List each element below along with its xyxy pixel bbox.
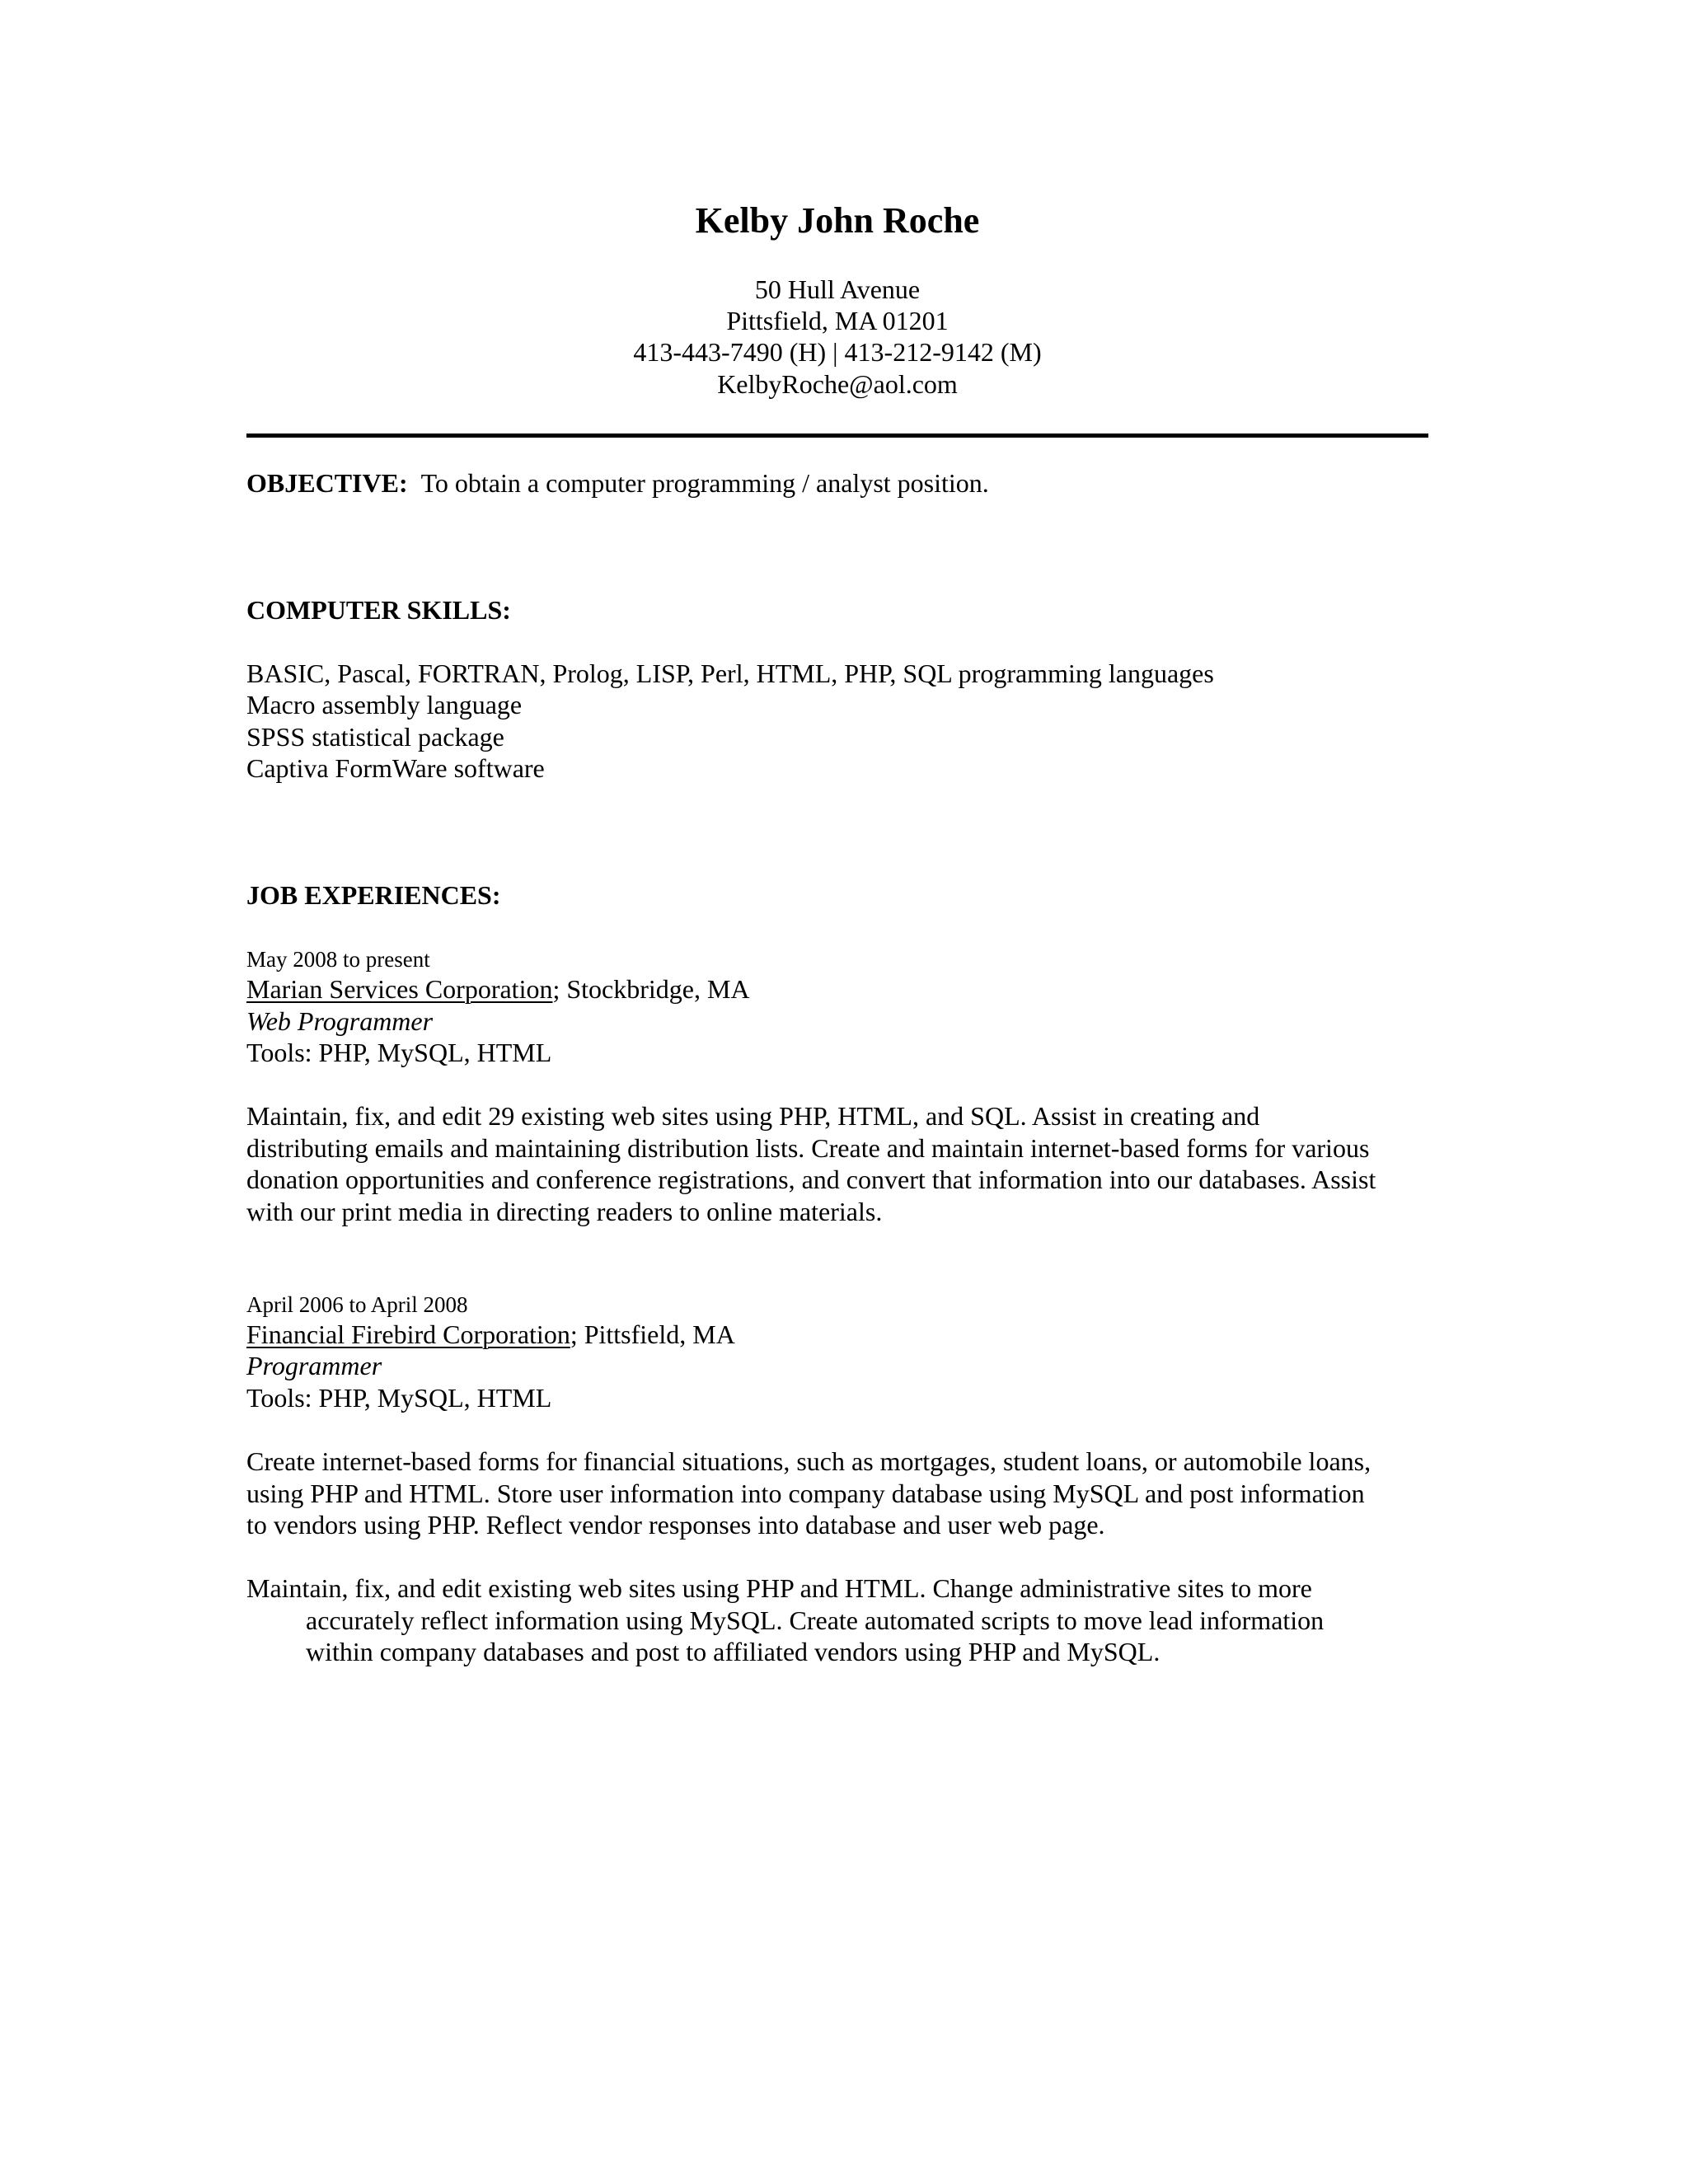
experience-heading: JOB EXPERIENCES: [246, 880, 501, 910]
job-title: Web Programmer [246, 1006, 434, 1036]
skill-item: BASIC, Pascal, FORTRAN, Prolog, LISP, Perl, HTML, PHP, SQL programming languages [246, 658, 1214, 688]
description-line: with our print media in directing readers to online materials. [246, 1196, 883, 1226]
address-line-1: 50 Hull Avenue [754, 274, 921, 304]
email-address: KelbyRoche@aol.com [717, 369, 958, 399]
description-line: distributing emails and maintaining distribution lists. Create and maintain internet-based forms for various [246, 1132, 1370, 1163]
objective-text: To obtain a computer programming / analyst position. [420, 468, 989, 498]
description-line: Maintain, fix, and edit 29 existing web sites using PHP, HTML, and SQL. Assist in creating and [246, 1101, 1260, 1131]
skills-heading: COMPUTER SKILLS: [246, 595, 511, 625]
description-line: using PHP and HTML. Store user information into company database using MySQL and post information [246, 1478, 1365, 1508]
skill-item: SPSS statistical package [246, 722, 504, 752]
description-line: within company databases and post to affiliated vendors using PHP and MySQL. [306, 1637, 1160, 1666]
address-line-2: Pittsfield, MA 01201 [726, 306, 949, 335]
job-title: Programmer [246, 1351, 382, 1380]
job-description [246, 1446, 1442, 1541]
skill-item: Macro assembly language [246, 690, 523, 719]
objective-label: OBJECTIVE: [246, 468, 408, 498]
resume-page [246, 0, 1442, 2184]
job-company: Financial Firebird Corporation [246, 1319, 570, 1349]
description-line: Create internet-based forms for financial situations, such as mortgages, student loans, or automobile loans, [246, 1446, 1372, 1476]
description-line: to vendors using PHP. Reflect vendor responses into database and user web page. [246, 1510, 1105, 1540]
header-divider [246, 434, 1428, 438]
description-line: Maintain, fix, and edit existing web sites using PHP and HTML. Change administrative sites to more [246, 1573, 1312, 1603]
job-company: Marian Services Corporation [246, 974, 553, 1004]
skill-item: Captiva FormWare software [246, 753, 545, 783]
applicant-name: Kelby John Roche [695, 200, 980, 241]
job-tools: Tools: PHP, MySQL, HTML [246, 1038, 552, 1067]
job-description [246, 1100, 1442, 1227]
job-description [246, 1572, 1442, 1668]
job-tools: Tools: PHP, MySQL, HTML [246, 1383, 552, 1413]
description-line: donation opportunities and conference registrations, and convert that information into our databases. Assist [246, 1165, 1376, 1194]
job-location: ; Stockbridge, MA [552, 974, 750, 1004]
job-employer-line [246, 1319, 735, 1351]
job-dates: May 2008 to present [246, 947, 430, 972]
objective-line [246, 467, 989, 499]
description-line: accurately reflect information using MySQL. Create automated scripts to move lead information [306, 1605, 1325, 1635]
job-location: ; Pittsfield, MA [570, 1319, 735, 1349]
phone-numbers: 413-443-7490 (H) | 413-212-9142 (M) [633, 337, 1042, 367]
job-employer-line [246, 973, 750, 1005]
job-dates: April 2006 to April 2008 [246, 1292, 468, 1317]
